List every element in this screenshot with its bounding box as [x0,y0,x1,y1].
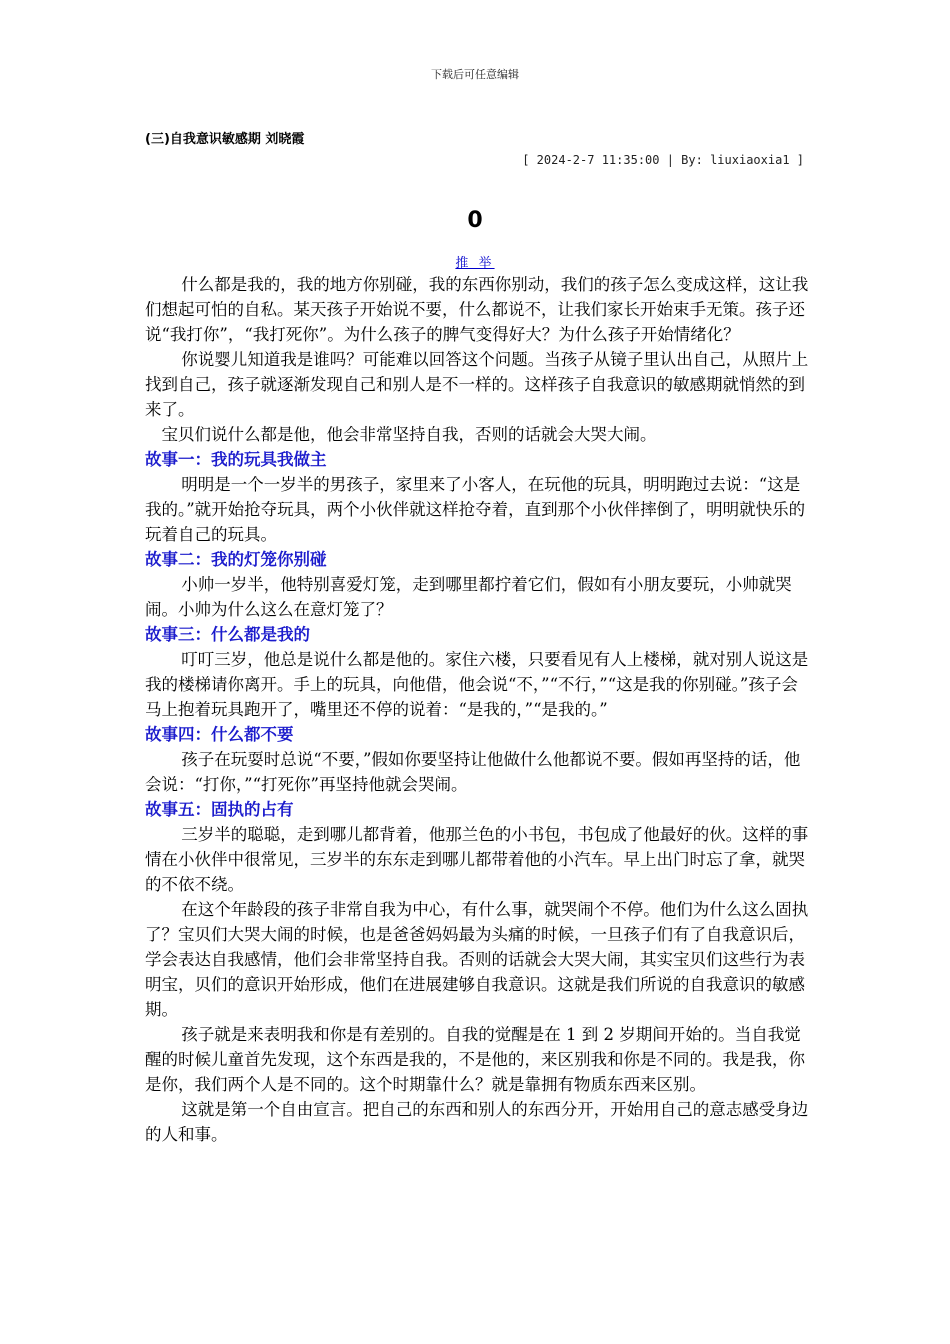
story-heading: 故事五：固执的占有 [145,800,294,819]
story-heading: 故事二：我的灯笼你别碰 [145,550,327,569]
story-body: 叮叮三岁，他总是说什么都是他的。家住六楼，只要看见有人上楼梯，就对别人说这是我的楼梯请你离开。手上的玩具，向他借，他会说“不，”“不行，”“这是我的你别碰。”孩子会马上抱着玩具跑开了，嘴里还不停的说着：“是我的，”“是我的。” [145,650,809,719]
story-body: 孩子在玩耍时总说“不要，”假如你要坚持让他做什么他都说不要。假如再坚持的话，他会说：“打你，”“打死你”再坚持他就会哭闹。 [145,750,801,794]
intro-paragraph: 宝贝们说什么都是他，他会非常坚持自我，否则的话就会大哭大闹。 [161,425,657,444]
story-body: 明明是一个一岁半的男孩子，家里来了小客人，在玩他的玩具，明明跑过去说：“这是我的。”就开始抢夺玩具，两个小伙伴就这样抢夺着，直到那个小伙伴摔倒了，明明就快乐的玩着自己的玩具。 [145,475,806,544]
comment-count: 0 [467,208,483,233]
article-body [145,272,810,1147]
recommend-link[interactable]: 推 举 [455,256,495,271]
intro-paragraph: 什么都是我的，我的地方你别碰，我的东西你别动，我们的孩子怎么变成这样，这让我们想起可怕的自私。某天孩子开始说不要，什么都说不，让我们家长开始束手无策。孩子还说“我打你”，“我打死你”。为什么孩子的脾气变得好大？为什么孩子开始情绪化？ [145,275,809,344]
story-heading: 故事四：什么都不要 [145,725,294,744]
conclusion-paragraph: 在这个年龄段的孩子非常自我为中心，有什么事，就哭闹个不停。他们为什么这么固执了？宝贝们大哭大闹的时候，也是爸爸妈妈最为头痛的时候，一旦孩子们有了自我意识后，学会表达自我感情，他们会非常坚持自我。否则的话就会大哭大闹，其实宝贝们这些行为表明宝，贝们的意识开始形成，他们在进展建够自我意识。这就是我们所说的自我意识的敏感期。 [145,900,809,1019]
story-heading: 故事三：什么都是我的 [145,625,310,644]
article-title: (三)自我意识敏感期 刘晓霞 [145,132,305,147]
page-header-note: 下载后可任意编辑 [431,68,519,81]
intro-paragraph: 你说婴儿知道我是谁吗？可能难以回答这个问题。当孩子从镜子里认出自己，从照片上找到自己，孩子就逐渐发现自己和别人是不一样的。这样孩子自我意识的敏感期就悄然的到来了。 [145,350,809,419]
story-body: 小帅一岁半，他特别喜爱灯笼，走到哪里都拧着它们，假如有小朋友要玩，小帅就哭闹。小帅为什么这么在意灯笼了？ [145,575,792,619]
conclusion-paragraph: 这就是第一个自由宣言。把自己的东西和别人的东西分开，开始用自己的意志感受身边的人和事。 [145,1100,809,1144]
story-body: 三岁半的聪聪，走到哪儿都背着，他那兰色的小书包，书包成了他最好的伙。这样的事情在小伙伴中很常见，三岁半的东东走到哪儿都带着他的小汽车。早上出门时忘了拿，就哭的不依不绕。 [145,825,809,894]
conclusion-paragraph: 孩子就是来表明我和你是有差别的。自我的觉醒是在 1 到 2 岁期间开始的。当自我觉醒的时候儿童首先发现，这个东西是我的，不是他的，来区别我和你是不同的。我是我，你是你，我们两个人是不同的。这个时期靠什么？就是靠拥有物质东西来区别。 [145,1025,805,1094]
story-heading: 故事一：我的玩具我做主 [145,450,327,469]
article-meta: [ 2024-2-7 11:35:00 | By: liuxiaoxia1 ] [522,153,804,167]
